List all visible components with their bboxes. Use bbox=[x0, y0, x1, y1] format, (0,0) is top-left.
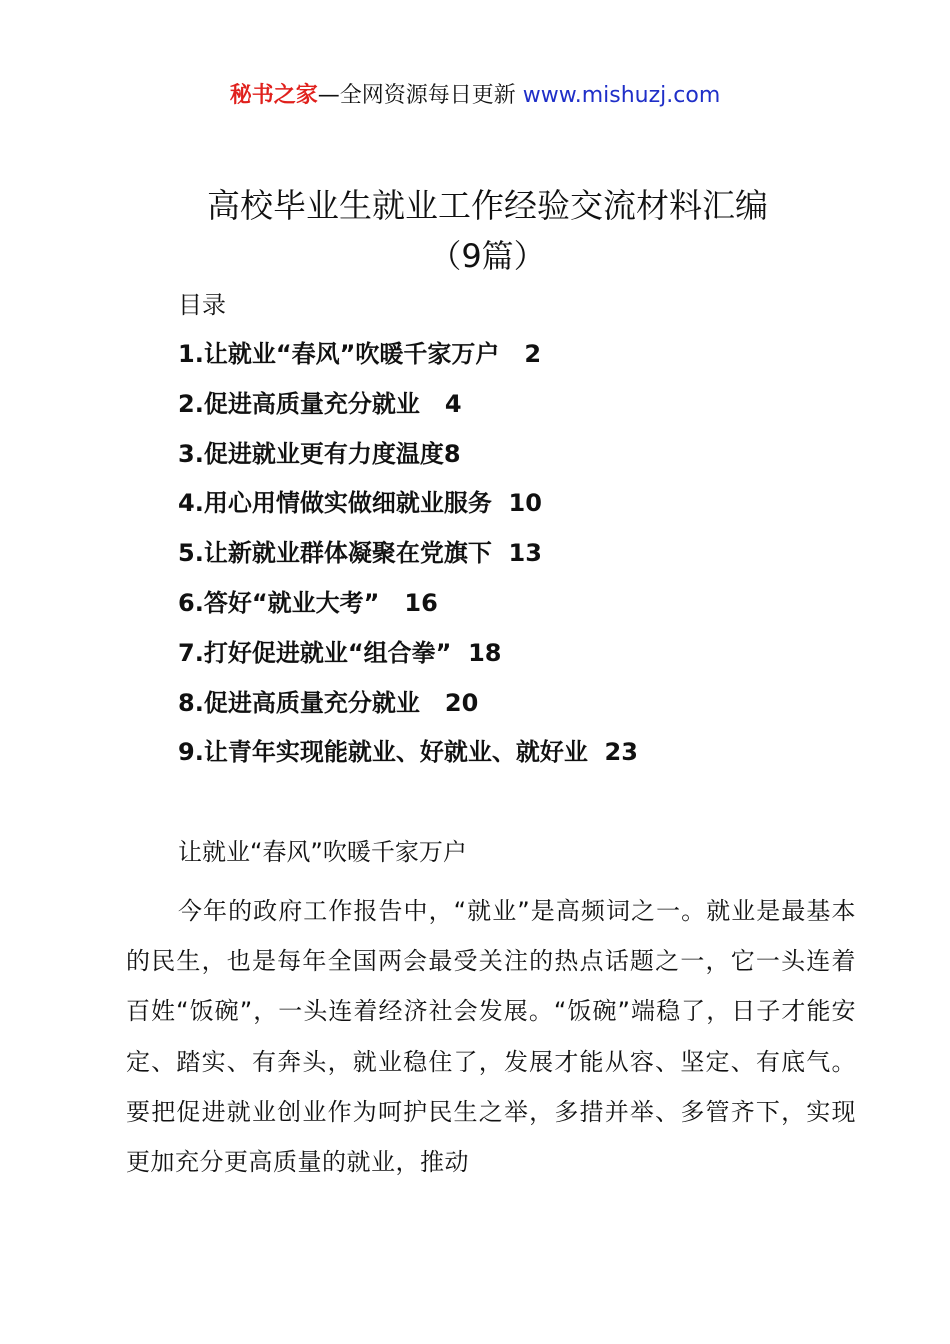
document-title-count: （9篇） bbox=[429, 237, 546, 275]
body-paragraph: 今年的政府工作报告中，“就业”是高频词之一。就业是最基本的民生，也是每年全国两会最受关注的热点话题之一，它一头连着百姓“饭碗”，一头连着经济社会发展。“饭碗”端稳了，日子才能安定、踏实、有奔头，就业稳住了，发展才能从容、坚定、有底气。要把促进就业创业作为呵护民生之举，多措并举、多管齐下，实现更加充分更高质量的就业，推动 bbox=[126, 897, 856, 1177]
toc-item[interactable]: 7.打好促进就业“组合拳” 18 bbox=[178, 638, 502, 667]
toc-heading: 目录 bbox=[178, 291, 226, 319]
site-url-link[interactable]: www.mishuzj.com bbox=[522, 83, 721, 108]
toc-item[interactable]: 8.促进高质量充分就业 20 bbox=[178, 688, 479, 717]
toc-item[interactable]: 1.让就业“春风”吹暖千家万户 2 bbox=[178, 340, 542, 368]
toc-item[interactable]: 2.促进高质量充分就业 4 bbox=[178, 389, 462, 418]
document-title: 高校毕业生就业工作经验交流材料汇编 bbox=[207, 186, 768, 225]
toc-item[interactable]: 3.促进就业更有力度温度8 bbox=[178, 439, 461, 468]
toc-item[interactable]: 5.让新就业群体凝聚在党旗下 13 bbox=[178, 539, 542, 568]
article-body bbox=[126, 836, 856, 1187]
toc-item[interactable]: 6.答好“就业大考” 16 bbox=[178, 588, 438, 617]
header-tagline: —全网资源每日更新 bbox=[317, 83, 516, 108]
site-header bbox=[0, 82, 950, 110]
brand-name: 秘书之家 bbox=[229, 83, 318, 108]
section-title: 让就业“春风”吹暖千家万户 bbox=[178, 838, 467, 866]
table-of-contents bbox=[178, 338, 638, 786]
toc-item[interactable]: 4.用心用情做实做细就业服务 10 bbox=[178, 489, 542, 518]
toc-item[interactable]: 9.让青年实现能就业、好就业、就好业 23 bbox=[178, 738, 638, 767]
